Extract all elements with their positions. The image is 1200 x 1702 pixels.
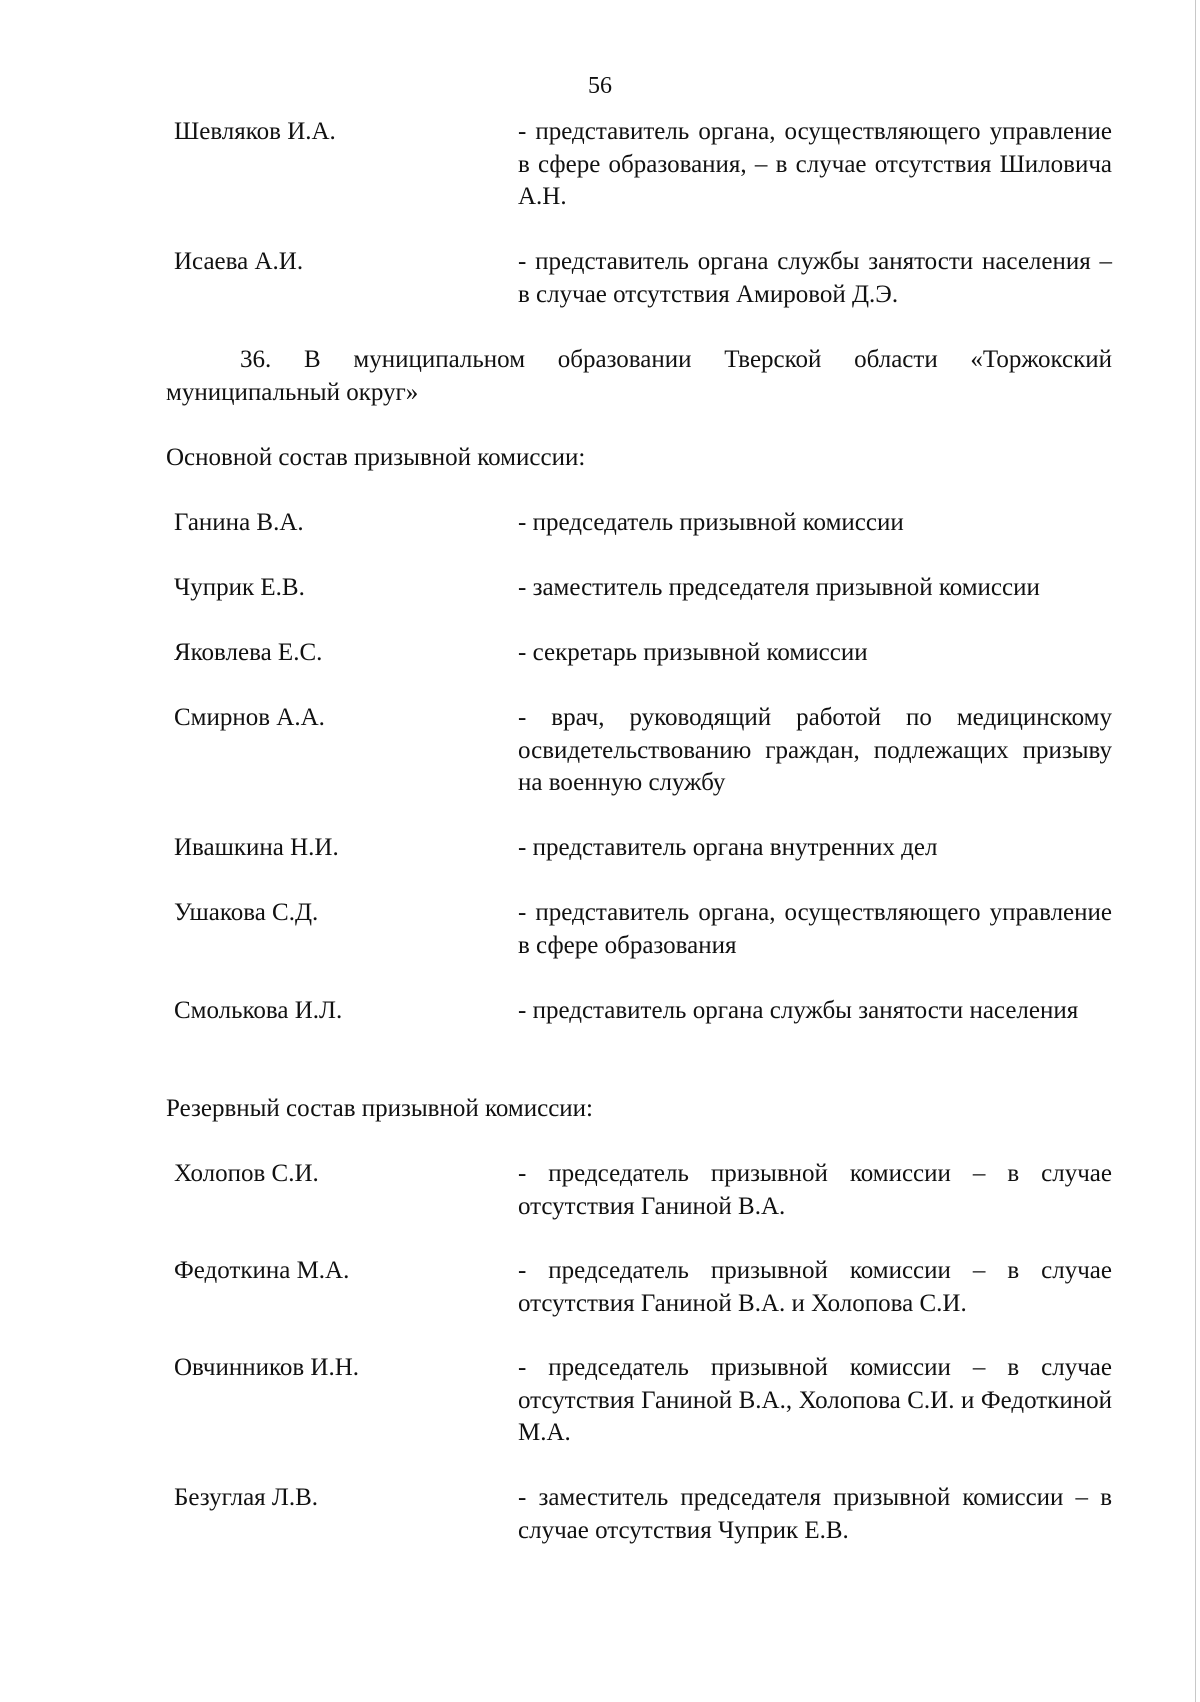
- member-role: - заместитель председателя призывной комиссии: [518, 574, 1040, 601]
- reserve-composition-caption: Резервный состав призывной комиссии:: [166, 1095, 593, 1122]
- member-role: - секретарь призывной комиссии: [518, 639, 868, 666]
- member-role: - председатель призывной комиссии – в случае отсутствия Ганиной В.А.: [518, 1160, 1112, 1220]
- member-name: Смолькова И.Л.: [174, 997, 343, 1024]
- page-number: 56: [588, 73, 612, 99]
- member-name: Чуприк Е.В.: [174, 574, 305, 601]
- scan-edge-line: [1195, 0, 1196, 1702]
- member-name: Яковлева Е.С.: [174, 639, 323, 666]
- member-role: - председатель призывной комиссии – в случае отсутствия Ганиной В.А., Холопова С.И. и Федоткиной М.А.: [518, 1354, 1112, 1446]
- member-role: - председатель призывной комиссии: [518, 509, 904, 536]
- member-name: Ганина В.А.: [174, 509, 304, 536]
- member-role: - представитель органа внутренних дел: [518, 834, 938, 861]
- member-role: - представитель органа службы занятости населения – в случае отсутствия Амировой Д.Э.: [518, 248, 1112, 308]
- member-name: Исаева А.И.: [174, 248, 304, 275]
- member-name: Ивашкина Н.И.: [174, 834, 339, 861]
- member-name: Федоткина М.А.: [174, 1257, 350, 1284]
- member-role: - представитель органа, осуществляющего управление в сфере образования: [518, 899, 1112, 959]
- member-name: Овчинников И.Н.: [174, 1354, 360, 1381]
- member-role: - представитель органа службы занятости населения: [518, 997, 1079, 1024]
- member-name: Безуглая Л.В.: [174, 1484, 319, 1511]
- section-heading: 36. В муниципальном образовании Тверской области «Торжокский муниципальный округ»: [166, 346, 1112, 406]
- member-role: - врач, руководящий работой по медицинскому освидетельствованию граждан, подлежащих призыву на военную службу: [518, 704, 1112, 796]
- member-role: - представитель органа, осуществляющего управление в сфере образования, – в случае отсутствия Шиловича А.Н.: [518, 118, 1112, 210]
- member-role: - заместитель председателя призывной комиссии – в случае отсутствия Чуприк Е.В.: [518, 1484, 1112, 1544]
- member-name: Смирнов А.А.: [174, 704, 325, 731]
- member-name: Шевляков И.А.: [174, 118, 336, 145]
- member-name: Холопов С.И.: [174, 1160, 319, 1187]
- member-name: Ушакова С.Д.: [174, 899, 319, 926]
- member-role: - председатель призывной комиссии – в случае отсутствия Ганиной В.А. и Холопова С.И.: [518, 1257, 1112, 1317]
- main-composition-caption: Основной состав призывной комиссии:: [166, 444, 586, 471]
